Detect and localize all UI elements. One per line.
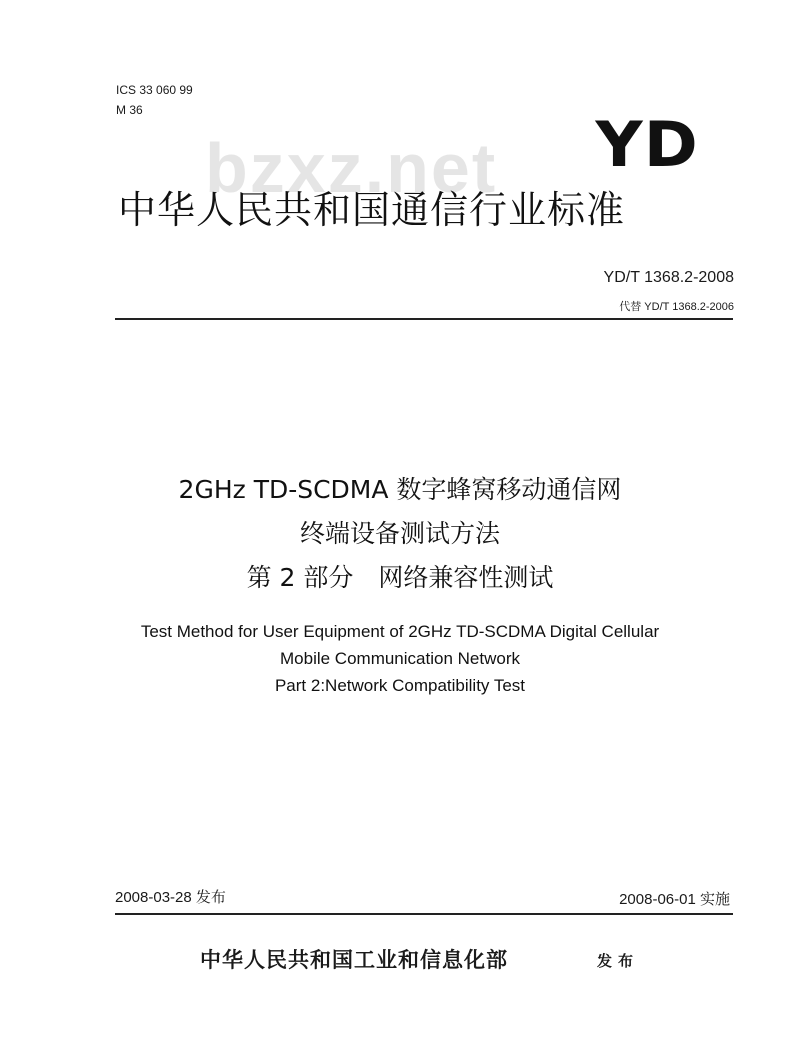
issue-date: 2008-03-28 发布 [115,889,226,906]
ics-code: ICS 33 060 99 [116,83,193,97]
classification-codes [116,80,193,120]
english-title-block [80,618,720,699]
standard-number: YD/T 1368.2-2008 [603,269,734,286]
en-title-line-1: Test Method for User Equipment of 2GHz TD-SCDMA Digital Cellular [140,622,660,641]
en-title-line-2: Mobile Communication Network [280,649,520,668]
cn-title-line-2: 终端设备测试方法 [299,519,500,548]
watermark: bzxz.net [205,129,498,207]
effective-date: 2008-06-01 实施 [619,891,730,908]
page-title: 中华人民共和国通信行业标准 [118,188,626,232]
cn-title-line-3: 第 2 部分 网络兼容性测试 [246,563,554,592]
top-divider [115,318,733,320]
cn-title-line-1: 2GHz TD-SCDMA 数字蜂窝移动通信网 [178,475,622,504]
replaces-standard: 代替 YD/T 1368.2-2006 [619,301,734,313]
issue-action: 发布 [597,952,640,970]
yd-logo: YD [595,108,699,181]
issuing-authority: 中华人民共和国工业和信息化部 [200,948,508,972]
bottom-divider [115,913,733,915]
en-title-line-3: Part 2:Network Compatibility Test [274,676,526,695]
chinese-title-block [80,468,720,600]
class-code: M 36 [116,103,143,117]
